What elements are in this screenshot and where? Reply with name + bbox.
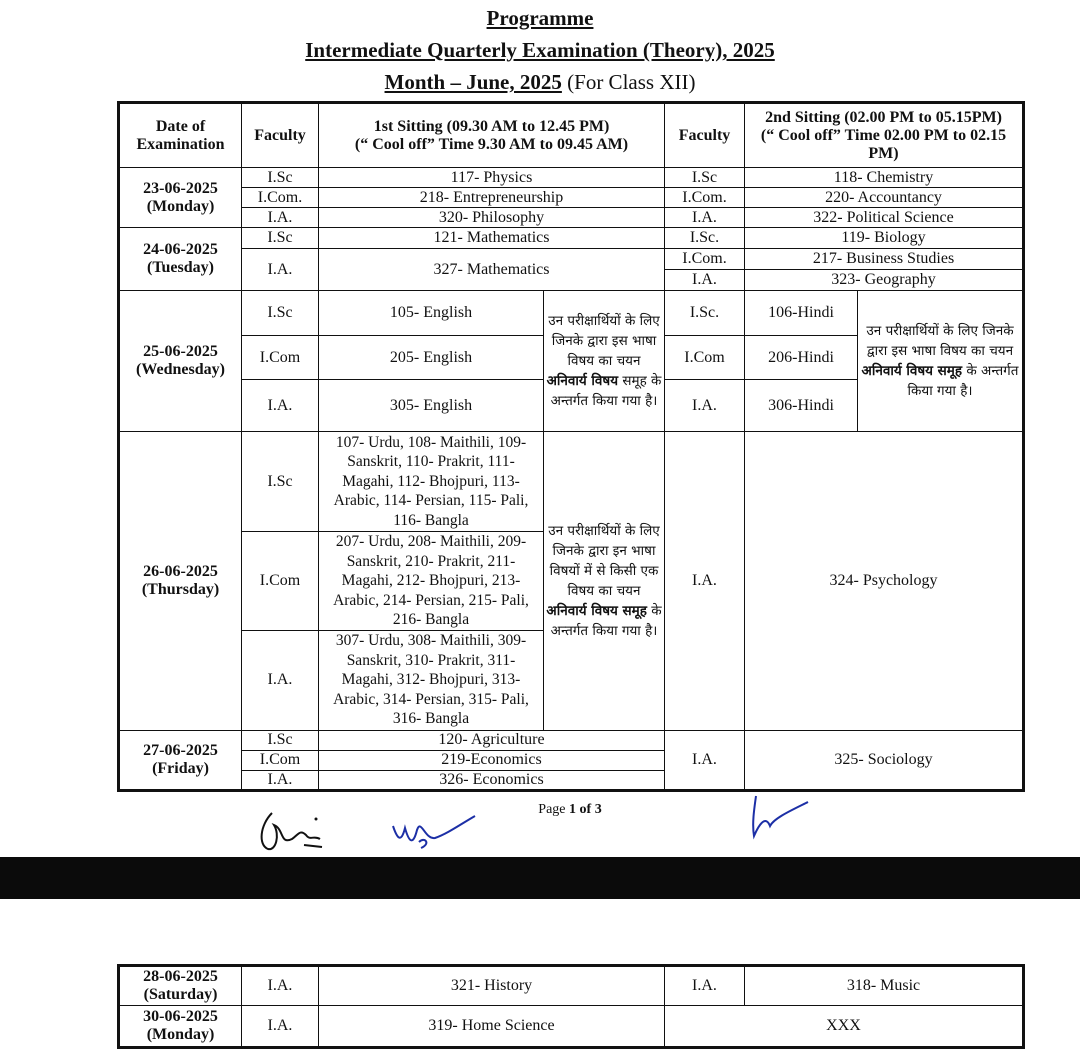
table-row bbox=[119, 1006, 1024, 1048]
header-date: Date of Examination bbox=[119, 103, 242, 168]
subject-cell: 321- History bbox=[319, 966, 665, 1006]
faculty-cell: I.Com bbox=[242, 532, 319, 631]
faculty-cell: I.Sc. bbox=[665, 291, 745, 336]
subject-cell: 326- Economics bbox=[319, 770, 665, 790]
subject-cell: 218- Entrepreneurship bbox=[319, 188, 665, 208]
date-cell bbox=[119, 168, 242, 228]
header-sitting-1 bbox=[319, 103, 665, 168]
faculty-cell: I.Sc. bbox=[665, 228, 745, 249]
subject-cell: 324- Psychology bbox=[745, 432, 1024, 731]
page-total: 3 bbox=[594, 802, 602, 817]
subject-cell: 217- Business Studies bbox=[745, 249, 1024, 270]
subject-cell: 207- Urdu, 208- Maithili, 209- Sanskrit, 210- Prakrit, 211- Magahi, 212- Bhojpuri, 213- Arabic, 214- Persian, 215- Pali, 216- Bangla bbox=[319, 532, 544, 631]
faculty-cell: I.A. bbox=[242, 1006, 319, 1048]
table-row bbox=[119, 228, 1024, 249]
subject-cell: 206-Hindi bbox=[745, 336, 858, 380]
weekday: (Saturday) bbox=[143, 986, 218, 1003]
header-sitting-2 bbox=[745, 103, 1024, 168]
month-label: Month – June, 2025 bbox=[384, 70, 562, 94]
date-cell bbox=[119, 1006, 242, 1048]
sitting1-time: 1st Sitting (09.30 AM to 12.45 PM) bbox=[373, 117, 610, 135]
weekday: (Tuesday) bbox=[147, 259, 214, 276]
sitting2-time: 2nd Sitting (02.00 PM to 05.15PM) bbox=[765, 108, 1002, 126]
date: 30-06-2025 bbox=[143, 1008, 218, 1025]
subject-cell: 107- Urdu, 108- Maithili, 109- Sanskrit, 110- Prakrit, 111- Magahi, 112- Bhojpuri, 113- Arabic, 114- Persian, 115- Pali, 116- Bangla bbox=[319, 432, 544, 532]
sitting2-cooloff: (“ Cool off” Time 02.00 PM to 02.15 PM) bbox=[760, 126, 1007, 162]
subject-cell: 121- Mathematics bbox=[319, 228, 665, 249]
subject-cell: XXX bbox=[665, 1006, 1024, 1048]
page-current: 1 bbox=[569, 802, 577, 817]
date: 25-06-2025 bbox=[143, 343, 218, 360]
table-row bbox=[119, 966, 1024, 1006]
month-line bbox=[0, 70, 1080, 95]
date-cell bbox=[119, 228, 242, 291]
subject-cell: 219-Economics bbox=[319, 750, 665, 770]
note-text: के अन्तर्गत किया गया है। bbox=[907, 363, 1019, 399]
faculty-cell: I.A. bbox=[242, 208, 319, 228]
faculty-cell: I.Com bbox=[242, 336, 319, 380]
faculty-cell: I.Com. bbox=[665, 188, 745, 208]
subject-cell: 327- Mathematics bbox=[319, 249, 665, 291]
faculty-cell: I.A. bbox=[242, 630, 319, 730]
note-text: उन परीक्षार्थियों के लिए जिनके द्वारा इन भाषा विषयों में से किसी एक विषय का चयन bbox=[548, 522, 660, 599]
note-text: उन परीक्षार्थियों के लिए जिनके द्वारा इस भाषा विषय का चयन bbox=[548, 313, 660, 369]
date: 27-06-2025 bbox=[143, 741, 218, 759]
weekday: (Monday) bbox=[146, 197, 215, 215]
faculty-cell: I.A. bbox=[242, 770, 319, 790]
signature-2 bbox=[385, 808, 480, 853]
table-row bbox=[119, 432, 1024, 532]
faculty-cell: I.A. bbox=[665, 208, 745, 228]
faculty-cell: I.A. bbox=[242, 380, 319, 432]
table-row bbox=[119, 730, 1024, 750]
faculty-cell: I.A. bbox=[665, 966, 745, 1006]
hindi-note-2 bbox=[858, 291, 1024, 432]
date: 23-06-2025 bbox=[143, 179, 218, 197]
table-row bbox=[119, 168, 1024, 188]
class-note: (For Class XII) bbox=[567, 70, 696, 94]
header-faculty-1: Faculty bbox=[242, 103, 319, 168]
faculty-cell: I.A. bbox=[665, 730, 745, 790]
subject-cell: 106-Hindi bbox=[745, 291, 858, 336]
weekday: (Wednesday) bbox=[136, 361, 225, 378]
header-faculty-2: Faculty bbox=[665, 103, 745, 168]
faculty-cell: I.Sc bbox=[242, 168, 319, 188]
faculty-cell: I.Com. bbox=[665, 249, 745, 270]
weekday: (Monday) bbox=[146, 1026, 215, 1043]
table-row bbox=[119, 188, 1024, 208]
faculty-cell: I.Sc bbox=[242, 730, 319, 750]
hindi-note-1 bbox=[544, 291, 665, 432]
subject-cell: 318- Music bbox=[745, 966, 1024, 1006]
subject-cell: 120- Agriculture bbox=[319, 730, 665, 750]
note-bold: अनिवार्य विषय bbox=[546, 373, 619, 389]
date-cell bbox=[119, 730, 242, 790]
subject-cell: 306-Hindi bbox=[745, 380, 858, 432]
subject-cell: 119- Biology bbox=[745, 228, 1024, 249]
date: 26-06-2025 bbox=[143, 562, 218, 580]
date: 24-06-2025 bbox=[143, 241, 218, 258]
programme-title: Programme bbox=[486, 6, 594, 30]
date-cell bbox=[119, 291, 242, 432]
faculty-cell: I.A. bbox=[665, 270, 745, 291]
note-bold: अनिवार्य विषय समूह bbox=[861, 363, 963, 379]
table-row bbox=[119, 208, 1024, 228]
date: 28-06-2025 bbox=[143, 968, 218, 985]
subject-cell: 325- Sociology bbox=[745, 730, 1024, 790]
faculty-cell: I.Sc bbox=[242, 291, 319, 336]
faculty-cell: I.A. bbox=[242, 249, 319, 291]
signature-3 bbox=[742, 792, 822, 842]
table-row bbox=[119, 249, 1024, 270]
subject-cell: 205- English bbox=[319, 336, 544, 380]
subject-cell: 323- Geography bbox=[745, 270, 1024, 291]
weekday: (Thursday) bbox=[141, 580, 220, 598]
date-cell bbox=[119, 966, 242, 1006]
exam-title: Intermediate Quarterly Examination (Theory), 2025 bbox=[305, 38, 775, 62]
note-text: के अन्तर्गत किया गया है। bbox=[550, 602, 662, 639]
faculty-cell: I.Sc bbox=[242, 228, 319, 249]
table-header-row bbox=[119, 103, 1024, 168]
faculty-cell: I.Sc bbox=[665, 168, 745, 188]
signature-1 bbox=[250, 805, 330, 857]
note-bold: अनिवार्य विषय समूह bbox=[546, 602, 647, 619]
subject-cell: 105- English bbox=[319, 291, 544, 336]
hindi-note-3 bbox=[544, 432, 665, 731]
subject-cell: 220- Accountancy bbox=[745, 188, 1024, 208]
faculty-cell: I.Com. bbox=[242, 188, 319, 208]
page-label: Page bbox=[538, 802, 566, 817]
faculty-cell: I.A. bbox=[665, 380, 745, 432]
faculty-cell: I.A. bbox=[665, 432, 745, 731]
subject-cell: 305- English bbox=[319, 380, 544, 432]
page-of: of bbox=[579, 802, 592, 817]
faculty-cell: I.Sc bbox=[242, 432, 319, 532]
faculty-cell: I.A. bbox=[242, 966, 319, 1006]
page-number bbox=[0, 802, 1080, 818]
subject-cell: 118- Chemistry bbox=[745, 168, 1024, 188]
date-cell bbox=[119, 432, 242, 731]
table-row bbox=[119, 291, 1024, 336]
weekday: (Friday) bbox=[152, 759, 209, 777]
subject-cell: 320- Philosophy bbox=[319, 208, 665, 228]
schedule-table bbox=[117, 101, 1025, 792]
faculty-cell: I.Com bbox=[665, 336, 745, 380]
subject-cell: 319- Home Science bbox=[319, 1006, 665, 1048]
note-text: समूह के अन्तर्गत किया गया है। bbox=[550, 373, 662, 409]
subject-cell: 322- Political Science bbox=[745, 208, 1024, 228]
sitting1-cooloff: (“ Cool off” Time 9.30 AM to 09.45 AM) bbox=[354, 135, 629, 153]
subject-cell: 117- Physics bbox=[319, 168, 665, 188]
screenshot-divider-bar bbox=[0, 857, 1080, 899]
subject-cell: 307- Urdu, 308- Maithili, 309- Sanskrit, 310- Prakrit, 311- Magahi, 312- Bhojpuri, 313- Arabic, 314- Persian, 315- Pali, 316- Bangla bbox=[319, 630, 544, 730]
schedule-table-continued bbox=[117, 964, 1025, 1049]
note-text: उन परीक्षार्थियों के लिए जिनके द्वारा इस भाषा विषय का चयन bbox=[866, 323, 1014, 359]
faculty-cell: I.Com bbox=[242, 750, 319, 770]
